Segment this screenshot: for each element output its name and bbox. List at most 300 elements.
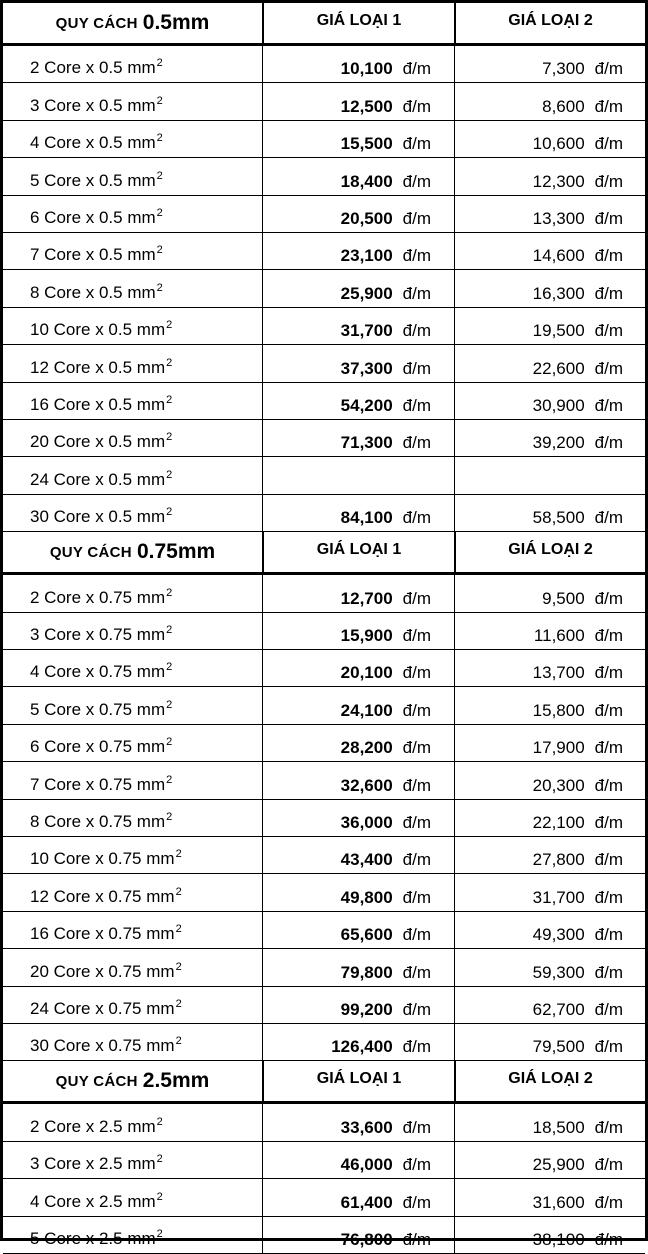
spec-size: 0.75mm [136, 540, 216, 564]
table-row [3, 1104, 645, 1141]
cable-spec-cell [3, 874, 262, 910]
cable-spec: 3 Core x 0.5 mm [30, 95, 156, 115]
price-2-value: 14,600 [532, 246, 585, 266]
unit-exponent: 2 [166, 736, 173, 749]
unit-exponent: 2 [156, 244, 163, 257]
table-row [3, 725, 645, 762]
price-2-value: 31,700 [532, 887, 585, 907]
unit-exponent: 2 [166, 393, 173, 406]
price-unit: đ/m [594, 246, 623, 266]
price-unit: đ/m [402, 588, 431, 608]
section-header [3, 532, 645, 575]
price-unit: đ/m [594, 1229, 623, 1249]
price-1-cell [262, 1179, 454, 1215]
cable-spec: 4 Core x 2.5 mm [30, 1191, 156, 1211]
price-1-value: 49,800 [340, 887, 393, 907]
cable-spec-cell [3, 762, 262, 798]
price-2-cell [454, 687, 645, 723]
price-unit: đ/m [594, 508, 623, 528]
cable-spec-cell [3, 1179, 262, 1215]
price-2-cell [454, 725, 645, 761]
unit-exponent: 2 [166, 810, 173, 823]
price-2-cell [454, 233, 645, 269]
price-2-value: 16,300 [532, 283, 585, 303]
cable-spec: 6 Core x 0.75 mm [30, 737, 166, 757]
price-2-value: 18,500 [532, 1117, 585, 1137]
price-1-cell [262, 83, 454, 119]
table-row [3, 949, 645, 986]
cable-spec-cell [3, 575, 262, 611]
cable-spec-cell [3, 308, 262, 344]
price-2-cell [454, 1179, 645, 1215]
price-unit: đ/m [402, 738, 431, 758]
price-2-cell [454, 345, 645, 381]
price-1-cell [262, 650, 454, 686]
price-unit: đ/m [402, 358, 431, 378]
price-unit: đ/m [594, 358, 623, 378]
table-row [3, 308, 645, 345]
spec-label: QUY CÁCH [55, 14, 138, 32]
price-2-cell [454, 121, 645, 157]
cable-spec-cell [3, 837, 262, 873]
price-2-value: 15,800 [532, 700, 585, 720]
price-unit: đ/m [594, 134, 623, 154]
price-unit: đ/m [594, 700, 623, 720]
price-1-value: 12,500 [340, 96, 393, 116]
cable-spec-cell [3, 457, 262, 493]
price-1-cell [262, 1217, 454, 1253]
price-2-cell [454, 308, 645, 344]
cable-spec: 24 Core x 0.75 mm [30, 998, 175, 1018]
unit-exponent: 2 [166, 623, 173, 636]
unit-exponent: 2 [166, 356, 173, 369]
price-1-value: 71,300 [340, 433, 393, 453]
cable-spec: 20 Core x 0.75 mm [30, 961, 175, 981]
table-row [3, 158, 645, 195]
cable-spec-cell [3, 196, 262, 232]
price-2-cell [454, 837, 645, 873]
cable-spec: 4 Core x 0.75 mm [30, 662, 166, 682]
spec-size: 0.5mm [142, 11, 210, 34]
column-header-price-1: GIÁ LOẠI 1 [262, 532, 454, 572]
cable-spec: 3 Core x 2.5 mm [30, 1154, 156, 1174]
price-1-cell [262, 575, 454, 611]
unit-exponent: 2 [156, 1190, 163, 1203]
price-2-cell [454, 383, 645, 419]
table-row [3, 837, 645, 874]
price-unit: đ/m [594, 59, 623, 79]
table-row [3, 83, 645, 120]
price-2-cell [454, 196, 645, 232]
price-2-cell [454, 1142, 645, 1178]
price-unit: đ/m [402, 1192, 431, 1212]
cable-spec-cell [3, 687, 262, 723]
price-2-value: 59,300 [532, 962, 585, 982]
price-1-cell [262, 949, 454, 985]
unit-exponent: 2 [156, 132, 163, 145]
table-row [3, 575, 645, 612]
price-1-cell [262, 158, 454, 194]
unit-exponent: 2 [175, 923, 182, 936]
price-2-value: 10,600 [532, 134, 585, 154]
price-unit: đ/m [594, 850, 623, 870]
price-unit: đ/m [402, 887, 431, 907]
price-unit: đ/m [402, 433, 431, 453]
price-2-cell [454, 270, 645, 306]
price-unit: đ/m [402, 962, 431, 982]
table-row [3, 762, 645, 799]
cable-spec-cell [3, 1217, 262, 1253]
cable-spec-cell [3, 987, 262, 1023]
price-1-value: 15,500 [340, 134, 393, 154]
price-unit: đ/m [402, 999, 431, 1019]
price-2-cell [454, 83, 645, 119]
table-row [3, 800, 645, 837]
price-unit: đ/m [594, 171, 623, 191]
price-1-cell [262, 874, 454, 910]
price-1-cell [262, 270, 454, 306]
price-unit: đ/m [594, 1155, 623, 1175]
price-unit: đ/m [402, 700, 431, 720]
price-1-value: 32,600 [340, 775, 393, 795]
cable-spec-cell [3, 1104, 262, 1140]
spec-size: 2.5mm [142, 1069, 210, 1093]
price-2-cell [454, 495, 645, 531]
unit-exponent: 2 [175, 960, 182, 973]
cable-spec-cell [3, 345, 262, 381]
price-1-value: 25,900 [340, 283, 393, 303]
price-2-cell [454, 158, 645, 194]
unit-exponent: 2 [156, 57, 163, 70]
price-2-value: 79,500 [532, 1037, 585, 1057]
unit-exponent: 2 [175, 885, 182, 898]
price-unit: đ/m [402, 171, 431, 191]
price-unit: đ/m [594, 999, 623, 1019]
table-row [3, 457, 645, 494]
price-unit: đ/m [594, 1117, 623, 1137]
price-2-value: 22,100 [532, 812, 585, 832]
price-1-cell [262, 613, 454, 649]
cable-spec: 5 Core x 2.5 mm [30, 1228, 156, 1248]
price-2-cell [454, 650, 645, 686]
cable-spec: 10 Core x 0.5 mm [30, 320, 166, 340]
cable-spec: 10 Core x 0.75 mm [30, 849, 175, 869]
price-1-value: 31,700 [340, 321, 393, 341]
cable-spec: 16 Core x 0.5 mm [30, 394, 166, 414]
table-row [3, 613, 645, 650]
price-1-cell [262, 1024, 454, 1060]
price-1-value: 24,100 [340, 700, 393, 720]
price-2-cell [454, 420, 645, 456]
unit-exponent: 2 [156, 1153, 163, 1166]
cable-spec: 2 Core x 2.5 mm [30, 1116, 156, 1136]
price-2-value: 27,800 [532, 850, 585, 870]
price-1-cell [262, 121, 454, 157]
price-1-cell [262, 725, 454, 761]
price-unit: đ/m [594, 925, 623, 945]
cable-spec: 30 Core x 0.5 mm [30, 507, 166, 527]
table-row [3, 383, 645, 420]
price-2-value: 12,300 [532, 171, 585, 191]
price-1-cell [262, 800, 454, 836]
table-row [3, 46, 645, 83]
cable-spec: 16 Core x 0.75 mm [30, 924, 175, 944]
cable-spec-cell [3, 233, 262, 269]
cable-spec: 2 Core x 0.75 mm [30, 587, 166, 607]
price-1-value: 79,800 [340, 962, 393, 982]
unit-exponent: 2 [166, 698, 173, 711]
price-unit: đ/m [402, 96, 431, 116]
table-row [3, 495, 645, 532]
table-row [3, 1024, 645, 1061]
table-row [3, 345, 645, 382]
column-header-price-1: GIÁ LOẠI 1 [262, 1061, 454, 1101]
cable-spec-cell [3, 121, 262, 157]
price-unit: đ/m [594, 208, 623, 228]
price-1-value: 43,400 [340, 850, 393, 870]
price-unit: đ/m [402, 508, 431, 528]
price-1-cell [262, 383, 454, 419]
price-unit: đ/m [594, 887, 623, 907]
section-header [3, 1061, 645, 1104]
price-2-cell [454, 613, 645, 649]
price-1-value: 99,200 [340, 999, 393, 1019]
price-1-value: 10,100 [340, 59, 393, 79]
price-2-value: 39,200 [532, 433, 585, 453]
unit-exponent: 2 [156, 206, 163, 219]
price-2-value: 17,900 [532, 738, 585, 758]
price-2-cell [454, 874, 645, 910]
cable-spec-cell [3, 1024, 262, 1060]
price-unit: đ/m [402, 850, 431, 870]
price-unit: đ/m [594, 962, 623, 982]
price-2-value: 58,500 [532, 508, 585, 528]
table-row [3, 650, 645, 687]
table-row [3, 874, 645, 911]
price-2-value: 22,600 [532, 358, 585, 378]
cable-spec-cell [3, 725, 262, 761]
unit-exponent: 2 [175, 997, 182, 1010]
table-row [3, 687, 645, 724]
price-2-value: 13,300 [532, 208, 585, 228]
cable-spec-cell [3, 46, 262, 82]
price-unit: đ/m [594, 96, 623, 116]
spec-label: QUY CÁCH [49, 543, 132, 561]
price-unit: đ/m [402, 59, 431, 79]
cable-spec: 8 Core x 0.5 mm [30, 282, 156, 302]
table-row [3, 1142, 645, 1179]
unit-exponent: 2 [175, 1035, 182, 1048]
table-row [3, 121, 645, 158]
column-header-price-1: GIÁ LOẠI 1 [262, 3, 454, 43]
price-2-value: 30,900 [532, 395, 585, 415]
cable-spec-cell [3, 420, 262, 456]
price-1-cell [262, 233, 454, 269]
cable-spec-cell [3, 158, 262, 194]
price-1-value: 54,200 [340, 395, 393, 415]
price-1-cell [262, 1142, 454, 1178]
price-unit: đ/m [594, 663, 623, 683]
price-2-cell [454, 46, 645, 82]
price-1-value: 12,700 [340, 588, 393, 608]
unit-exponent: 2 [156, 1115, 163, 1128]
price-unit: đ/m [402, 208, 431, 228]
column-header-price-2: GIÁ LOẠI 2 [454, 3, 645, 43]
price-unit: đ/m [594, 321, 623, 341]
unit-exponent: 2 [166, 431, 173, 444]
cable-spec: 6 Core x 0.5 mm [30, 207, 156, 227]
price-1-cell [262, 912, 454, 948]
cable-spec: 5 Core x 0.75 mm [30, 699, 166, 719]
table-row [3, 196, 645, 233]
price-2-value: 13,700 [532, 663, 585, 683]
price-2-value: 19,500 [532, 321, 585, 341]
cable-spec-cell [3, 613, 262, 649]
price-unit: đ/m [594, 283, 623, 303]
price-unit: đ/m [594, 812, 623, 832]
price-1-cell [262, 987, 454, 1023]
price-1-value: 76,800 [340, 1229, 393, 1249]
spec-label: QUY CÁCH [55, 1072, 138, 1090]
price-1-value: 23,100 [340, 246, 393, 266]
price-1-value: 36,000 [340, 812, 393, 832]
price-1-cell [262, 837, 454, 873]
price-2-value: 62,700 [532, 999, 585, 1019]
price-1-cell [262, 46, 454, 82]
unit-exponent: 2 [166, 506, 173, 519]
price-2-cell [454, 1024, 645, 1060]
price-unit: đ/m [594, 1192, 623, 1212]
price-2-cell [454, 762, 645, 798]
price-2-value: 11,600 [533, 625, 585, 645]
cable-spec-cell [3, 800, 262, 836]
price-unit: đ/m [402, 395, 431, 415]
price-2-value: 8,600 [542, 96, 585, 116]
unit-exponent: 2 [166, 468, 173, 481]
unit-exponent: 2 [166, 586, 173, 599]
price-1-value: 61,400 [340, 1192, 393, 1212]
column-header-price-2: GIÁ LOẠI 2 [454, 1061, 645, 1101]
price-2-cell [454, 1104, 645, 1140]
table-row [3, 233, 645, 270]
price-2-cell [454, 800, 645, 836]
price-1-cell [262, 1104, 454, 1140]
spec-title [3, 1061, 262, 1101]
price-1-cell [262, 457, 454, 493]
price-1-value: 18,400 [340, 171, 393, 191]
column-header-price-2: GIÁ LOẠI 2 [454, 532, 645, 572]
cable-spec-cell [3, 495, 262, 531]
cable-spec-cell [3, 912, 262, 948]
price-2-value: 20,300 [532, 775, 585, 795]
price-unit: đ/m [594, 588, 623, 608]
price-1-value: 84,100 [340, 508, 393, 528]
table-row [3, 1179, 645, 1216]
cable-spec: 4 Core x 0.5 mm [30, 133, 156, 153]
unit-exponent: 2 [156, 281, 163, 294]
price-1-value: 33,600 [340, 1117, 393, 1137]
price-1-value: 15,900 [340, 625, 393, 645]
cable-spec-cell [3, 650, 262, 686]
price-2-value: 49,300 [532, 925, 585, 945]
cable-spec-cell [3, 949, 262, 985]
price-unit: đ/m [594, 395, 623, 415]
price-1-cell [262, 196, 454, 232]
section-header [3, 3, 645, 46]
spec-title [3, 3, 262, 43]
cable-spec: 3 Core x 0.75 mm [30, 624, 166, 644]
price-1-value: 28,200 [340, 738, 393, 758]
price-1-value: 20,500 [340, 208, 393, 228]
price-unit: đ/m [402, 663, 431, 683]
price-unit: đ/m [594, 775, 623, 795]
cable-spec-cell [3, 83, 262, 119]
unit-exponent: 2 [175, 848, 182, 861]
price-2-value: 38,100 [532, 1229, 585, 1249]
price-1-value: 65,600 [340, 925, 393, 945]
price-2-value: 9,500 [542, 588, 585, 608]
price-2-value: 25,900 [532, 1155, 585, 1175]
price-2-cell [454, 987, 645, 1023]
table-row [3, 270, 645, 307]
price-unit: đ/m [594, 433, 623, 453]
cable-spec: 20 Core x 0.5 mm [30, 432, 166, 452]
price-2-cell [454, 949, 645, 985]
table-row [3, 1217, 645, 1254]
cable-spec: 7 Core x 0.75 mm [30, 774, 166, 794]
price-unit: đ/m [402, 1229, 431, 1249]
cable-spec: 7 Core x 0.5 mm [30, 245, 156, 265]
price-unit: đ/m [402, 246, 431, 266]
table-row [3, 912, 645, 949]
unit-exponent: 2 [166, 661, 173, 674]
cable-spec-cell [3, 270, 262, 306]
spec-title [3, 532, 262, 572]
price-unit: đ/m [402, 1155, 431, 1175]
price-2-cell [454, 1217, 645, 1253]
price-unit: đ/m [402, 812, 431, 832]
cable-spec-cell [3, 1142, 262, 1178]
price-2-cell [454, 575, 645, 611]
unit-exponent: 2 [156, 94, 163, 107]
unit-exponent: 2 [166, 773, 173, 786]
price-unit: đ/m [402, 925, 431, 945]
cable-spec: 30 Core x 0.75 mm [30, 1036, 175, 1056]
price-1-value: 20,100 [340, 663, 393, 683]
price-unit: đ/m [594, 625, 623, 645]
price-1-value: 46,000 [340, 1155, 393, 1175]
price-2-value: 7,300 [542, 59, 585, 79]
cable-spec: 12 Core x 0.5 mm [30, 357, 166, 377]
cable-spec: 12 Core x 0.75 mm [30, 886, 175, 906]
table-row [3, 420, 645, 457]
cable-spec: 2 Core x 0.5 mm [30, 58, 156, 78]
price-1-cell [262, 762, 454, 798]
price-1-value: 37,300 [340, 358, 393, 378]
price-unit: đ/m [402, 1037, 431, 1057]
unit-exponent: 2 [166, 319, 173, 332]
price-unit: đ/m [402, 321, 431, 341]
unit-exponent: 2 [156, 169, 163, 182]
price-unit: đ/m [402, 134, 431, 154]
price-1-cell [262, 420, 454, 456]
price-unit: đ/m [402, 775, 431, 795]
price-1-cell [262, 308, 454, 344]
unit-exponent: 2 [156, 1227, 163, 1240]
price-unit: đ/m [402, 1117, 431, 1137]
price-unit: đ/m [402, 625, 431, 645]
price-2-cell [454, 457, 645, 493]
